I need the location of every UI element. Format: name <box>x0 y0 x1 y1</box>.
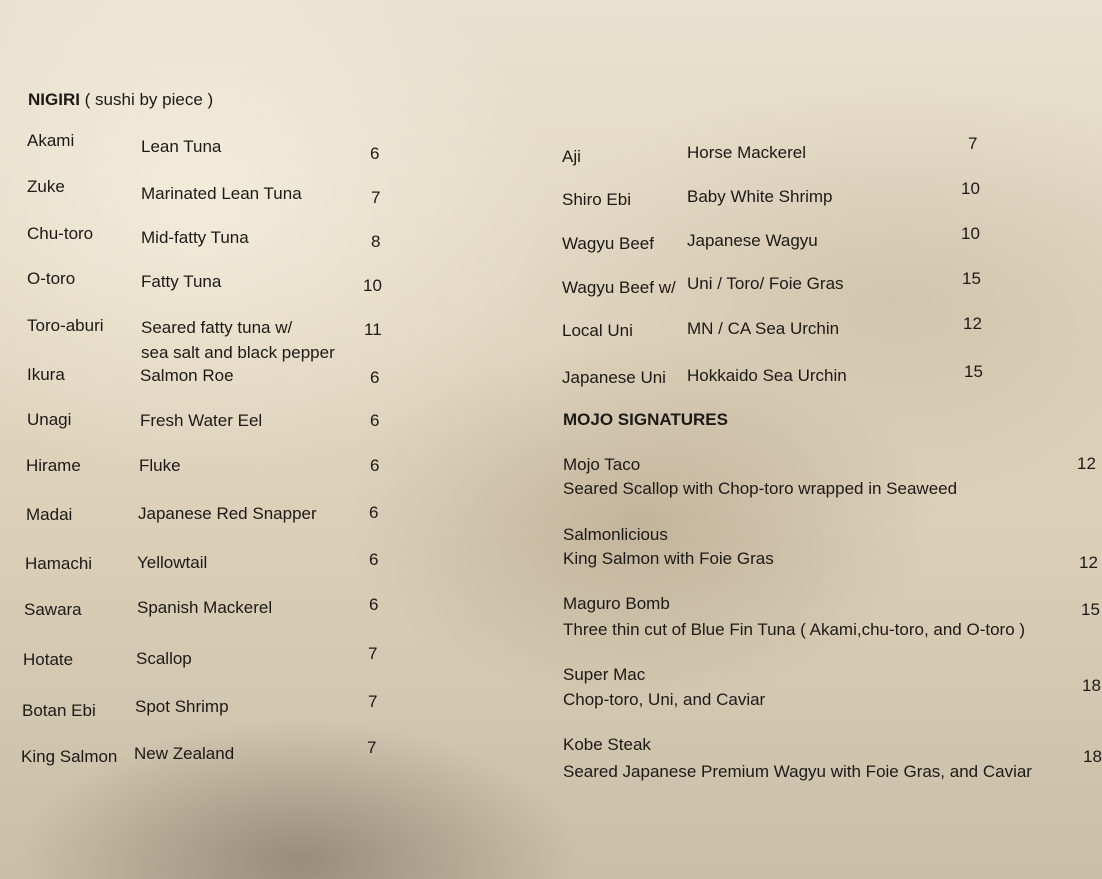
signature-price: 12 <box>1077 454 1096 473</box>
item-name: Hirame <box>26 456 81 475</box>
item-price: 7 <box>968 134 978 153</box>
nigiri-subtitle: ( sushi by piece ) <box>79 90 214 109</box>
item-name: Shiro Ebi <box>562 190 631 209</box>
item-desc: Scallop <box>136 649 192 668</box>
item-name: Botan Ebi <box>22 701 96 720</box>
signatures-title: MOJO SIGNATURES <box>563 410 728 429</box>
signature-name: Mojo Taco <box>563 455 641 474</box>
item-desc: Fluke <box>139 456 181 475</box>
item-price: 15 <box>964 362 983 381</box>
item-desc: Seared fatty tuna w/ <box>141 318 293 337</box>
item-name: Hamachi <box>25 554 93 573</box>
item-name: Madai <box>26 505 73 524</box>
item-price: 6 <box>369 595 379 614</box>
item-name: Wagyu Beef w/ <box>562 278 676 297</box>
signature-desc: Chop-toro, Uni, and Caviar <box>563 690 766 709</box>
item-name: King Salmon <box>21 747 118 766</box>
item-price: 6 <box>369 550 379 569</box>
signature-name: Super Mac <box>563 665 646 684</box>
item-price: 11 <box>364 320 382 339</box>
item-price: 8 <box>371 232 381 251</box>
item-name: Toro-aburi <box>27 316 104 335</box>
item-price: 15 <box>962 269 981 288</box>
item-price: 7 <box>368 644 378 663</box>
item-name: Sawara <box>24 600 82 619</box>
item-name: Akami <box>27 131 75 150</box>
item-price: 10 <box>961 179 980 198</box>
signature-desc: Seared Scallop with Chop-toro wrapped in Seaweed <box>563 479 958 498</box>
item-name: Wagyu Beef <box>562 234 654 253</box>
item-desc-line2: sea salt and black pepper <box>141 343 335 362</box>
signature-name: Salmonlicious <box>563 525 668 544</box>
item-name: Chu-toro <box>27 224 94 243</box>
item-price: 7 <box>367 738 377 757</box>
item-desc: Spot Shrimp <box>135 697 229 716</box>
item-desc: Japanese Wagyu <box>687 231 818 250</box>
item-price: 7 <box>368 692 378 711</box>
item-desc: Yellowtail <box>137 553 208 572</box>
signature-price: 18 <box>1083 747 1102 766</box>
nigiri-header <box>28 90 213 110</box>
item-name: O-toro <box>27 269 76 288</box>
item-name: Hotate <box>23 650 74 669</box>
item-desc: Salmon Roe <box>140 366 234 385</box>
item-desc: Uni / Toro/ Foie Gras <box>687 274 844 293</box>
item-name: Aji <box>562 147 581 166</box>
item-desc: Horse Mackerel <box>687 143 807 162</box>
item-name: Local Uni <box>562 321 633 340</box>
item-price: 6 <box>369 503 379 522</box>
item-desc: Marinated Lean Tuna <box>141 184 302 203</box>
item-name: Zuke <box>27 177 65 196</box>
item-desc: Mid-fatty Tuna <box>141 228 249 247</box>
item-price: 6 <box>370 144 380 163</box>
signature-name: Maguro Bomb <box>563 594 670 613</box>
item-desc: MN / CA Sea Urchin <box>687 319 840 338</box>
item-price: 7 <box>371 188 381 207</box>
item-desc: Fatty Tuna <box>141 272 222 291</box>
item-desc: Baby White Shrimp <box>687 187 833 206</box>
item-price: 10 <box>363 276 382 295</box>
item-name: Unagi <box>27 410 72 429</box>
item-desc: Hokkaido Sea Urchin <box>687 366 847 385</box>
item-desc: Spanish Mackerel <box>137 598 273 617</box>
item-price: 6 <box>370 456 380 475</box>
item-desc: New Zealand <box>134 744 235 763</box>
nigiri-title: NIGIRI <box>28 90 80 109</box>
signature-desc: Three thin cut of Blue Fin Tuna ( Akami,chu-toro, and O-toro ) <box>563 620 1026 639</box>
signature-price: 12 <box>1079 553 1098 572</box>
item-desc: Lean Tuna <box>141 137 222 156</box>
item-name: Japanese Uni <box>562 368 666 387</box>
signature-price: 15 <box>1081 600 1100 619</box>
item-desc: Fresh Water Eel <box>140 411 263 430</box>
item-name: Ikura <box>27 365 65 384</box>
item-price: 6 <box>370 411 380 430</box>
item-price: 12 <box>963 314 982 333</box>
item-price: 10 <box>961 224 980 243</box>
signature-price: 18 <box>1082 676 1101 695</box>
item-price: 6 <box>370 368 380 387</box>
signature-desc: King Salmon with Foie Gras <box>563 549 774 568</box>
item-desc: Japanese Red Snapper <box>138 504 317 523</box>
signature-desc: Seared Japanese Premium Wagyu with Foie Gras, and Caviar <box>563 762 1032 781</box>
signature-name: Kobe Steak <box>563 735 651 754</box>
